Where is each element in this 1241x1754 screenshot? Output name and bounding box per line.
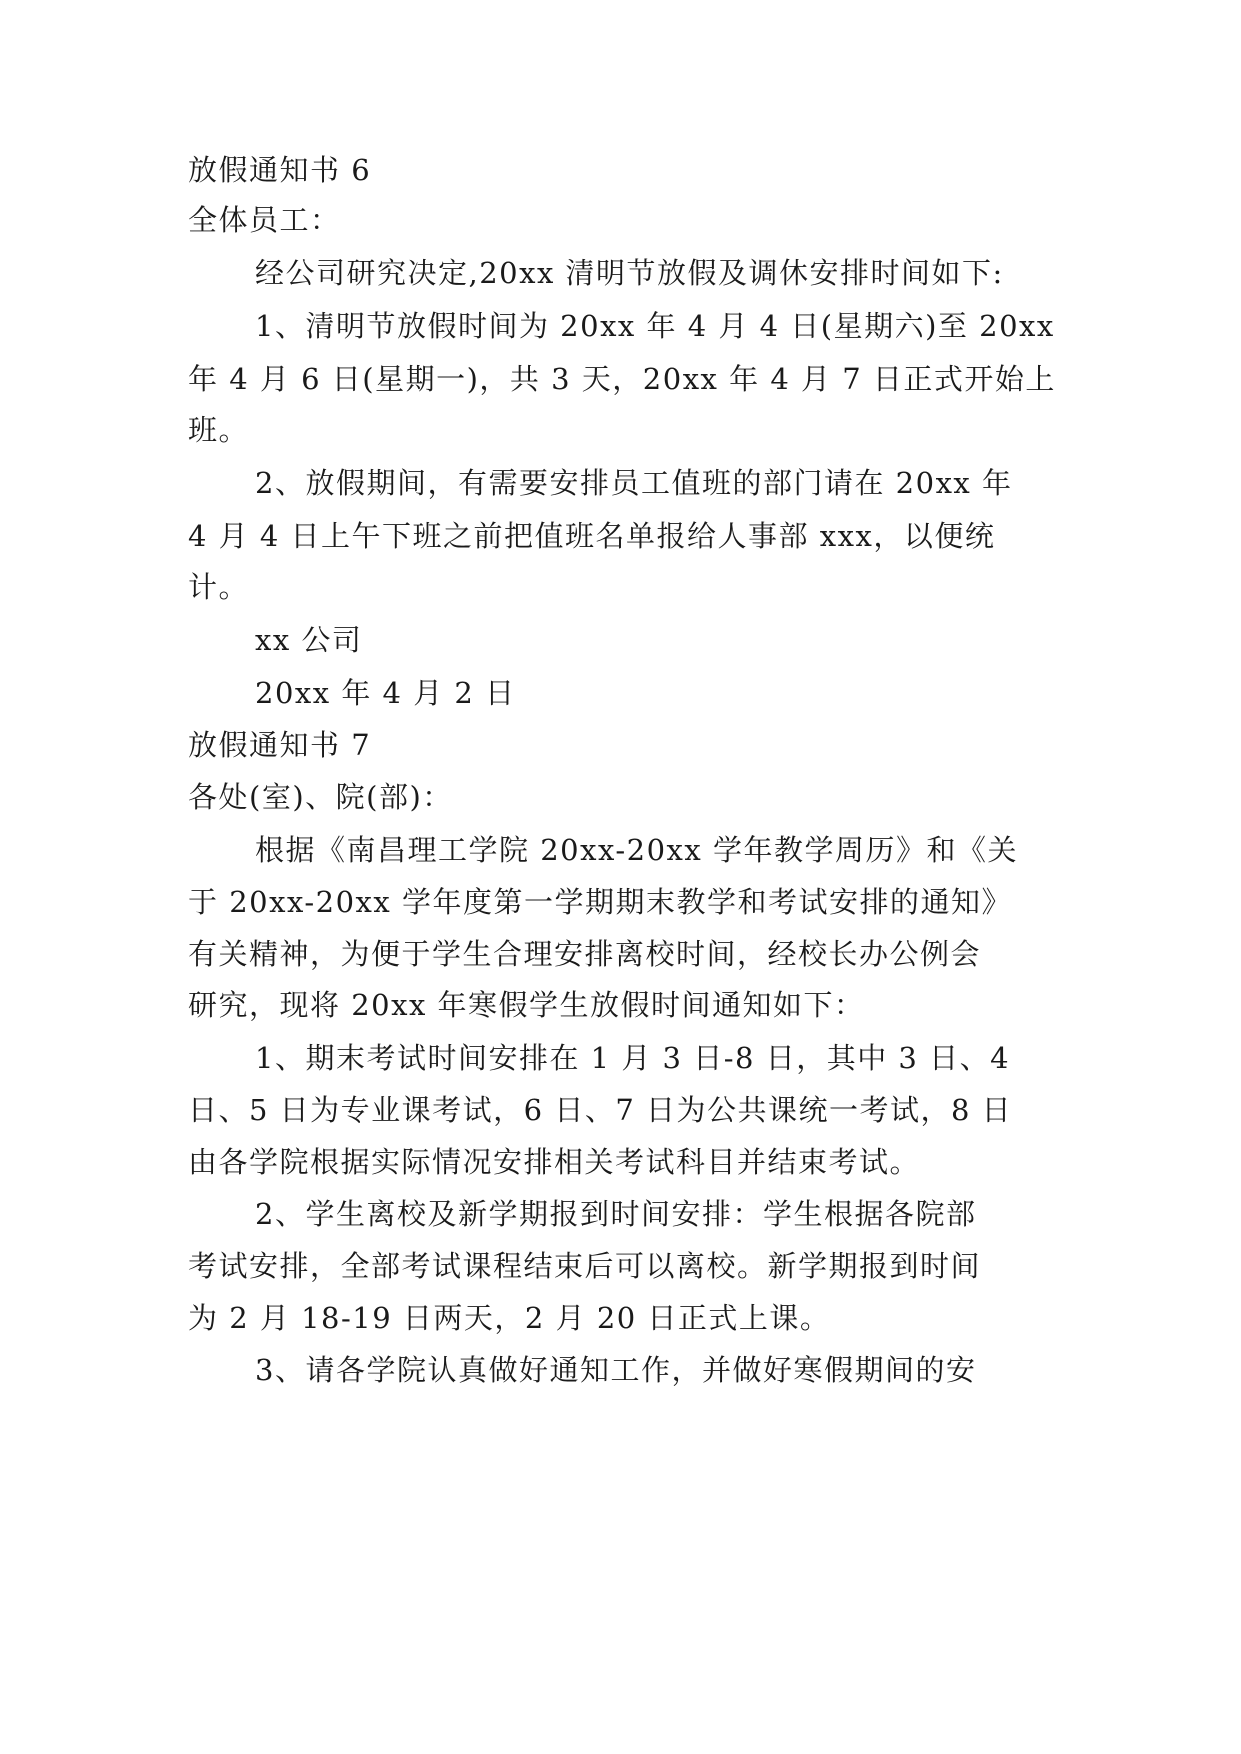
- notice-6-title: 放假通知书 6: [188, 153, 372, 187]
- notice-6-item1-line1: 1、清明节放假时间为 20xx 年 4 月 4 日(星期六)至 20xx: [255, 309, 1055, 343]
- notice-7-item3-line1: 3、请各学院认真做好通知工作，并做好寒假期间的安: [255, 1353, 977, 1387]
- notice-6-item2-line1: 2、放假期间，有需要安排员工值班的部门请在 20xx 年: [255, 466, 1013, 500]
- notice-6-signature: xx 公司: [255, 623, 363, 657]
- notice-6-item2-line2: 4 月 4 日上午下班之前把值班名单报给人事部 xxx，以便统: [188, 519, 996, 553]
- notice-7-item1-line3: 由各学院根据实际情况安排相关考试科目并结束考试。: [188, 1145, 921, 1179]
- notice-6-item1-line3: 班。: [188, 413, 250, 447]
- notice-7-salutation: 各处(室)、院(部)：: [188, 780, 453, 814]
- notice-6-date: 20xx 年 4 月 2 日: [255, 676, 516, 710]
- notice-7-item2-line2: 考试安排，全部考试课程结束后可以离校。新学期报到时间: [188, 1249, 982, 1283]
- notice-7-item2-line3: 为 2 月 18-19 日两天，2 月 20 日正式上课。: [188, 1301, 831, 1335]
- notice-7-item2-line1: 2、学生离校及新学期报到时间安排：学生根据各院部: [255, 1197, 977, 1231]
- notice-7-intro-line2: 于 20xx-20xx 学年度第一学期期末教学和考试安排的通知》: [188, 885, 1012, 919]
- notice-6-item1-line2: 年 4 月 6 日(星期一)，共 3 天，20xx 年 4 月 7 日正式开始上: [188, 362, 1056, 396]
- notice-7-intro-line1: 根据《南昌理工学院 20xx-20xx 学年教学周历》和《关: [255, 833, 1018, 867]
- notice-7-title: 放假通知书 7: [188, 728, 372, 762]
- notice-7-intro-line4: 研究，现将 20xx 年寒假学生放假时间通知如下：: [188, 988, 865, 1022]
- notice-7-item1-line2: 日、5 日为专业课考试，6 日、7 日为公共课统一考试，8 日: [188, 1093, 1013, 1127]
- notice-6-item2-line3: 计。: [188, 570, 250, 604]
- notice-7-intro-line3: 有关精神，为便于学生合理安排离校时间，经校长办公例会: [188, 937, 982, 971]
- notice-7-item1-line1: 1、期末考试时间安排在 1 月 3 日-8 日，其中 3 日、4: [255, 1041, 1011, 1075]
- notice-6-intro: 经公司研究决定,20xx 清明节放假及调休安排时间如下:: [255, 256, 1004, 290]
- notice-6-salutation: 全体员工：: [188, 203, 341, 237]
